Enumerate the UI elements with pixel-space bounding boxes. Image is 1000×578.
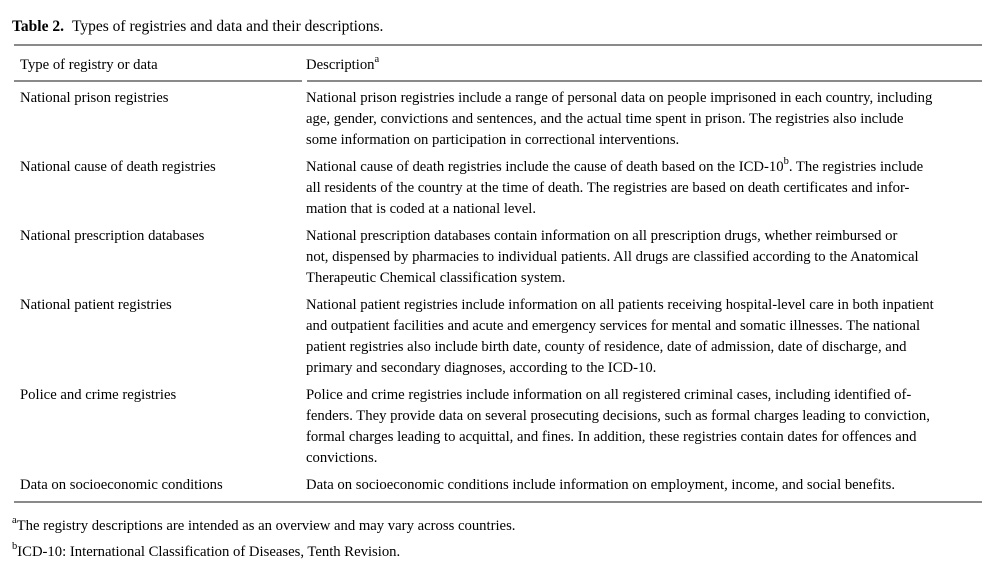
row-type-label: Data on socioeconomic conditions xyxy=(20,477,223,493)
table-rule-under-header xyxy=(14,80,982,82)
row-description xyxy=(306,385,982,469)
row-description xyxy=(306,295,982,379)
column-header-description xyxy=(306,55,982,76)
table-row-socioeconomic-conditions xyxy=(12,475,982,496)
description-line: some information on participation in correctional interventions. xyxy=(306,132,680,148)
table-body xyxy=(12,88,982,501)
description-line: Data on socioeconomic conditions include information on employment, income, and social benefits. xyxy=(306,477,895,493)
footnote-b xyxy=(12,541,982,563)
description-line: National patient registries include information on all patients receiving hospital-level care in both inpatient xyxy=(306,297,934,313)
table-caption-label: Table 2. xyxy=(12,18,64,35)
row-type-label: National prison registries xyxy=(20,90,169,106)
footnote-a-marker: a xyxy=(12,515,17,527)
row-type-label: National cause of death registries xyxy=(20,159,216,175)
column-header-type: Type of registry or data xyxy=(20,57,158,73)
rule-segment-left xyxy=(14,80,302,82)
table-row-prescription-databases xyxy=(12,226,982,289)
footnote-b-text: ICD-10: International Classification of Diseases, Tenth Revision. xyxy=(17,544,401,560)
row-description xyxy=(306,226,982,289)
row-description xyxy=(306,475,982,496)
table-caption xyxy=(12,16,982,38)
description-line-text: National cause of death registries include the cause of death based on the ICD-10 xyxy=(306,159,784,175)
description-line: formal charges leading to acquittal, and fines. In addition, these registries contain dates for offences and xyxy=(306,429,917,445)
table-row-police-crime-registries xyxy=(12,385,982,469)
table-rule-bottom xyxy=(14,501,982,503)
description-line: Therapeutic Chemical classification system. xyxy=(306,270,566,286)
description-line: all residents of the country at the time of death. The registries are based on death certificates and infor- xyxy=(306,180,910,196)
description-line: and outpatient facilities and acute and emergency services for mental and somatic illnesses. The national xyxy=(306,318,921,334)
description-line: National prison registries include a range of personal data on people imprisoned in each country, including xyxy=(306,90,933,106)
description-line: Police and crime registries include information on all registered criminal cases, including identified of- xyxy=(306,387,912,403)
table-footnotes xyxy=(12,515,982,563)
row-type-label: National patient registries xyxy=(20,297,172,313)
description-line: not, dispensed by pharmacies to individual patients. All drugs are classified according to the Anatomical xyxy=(306,249,919,265)
description-line: fenders. They provide data on several prosecuting decisions, such as formal charges leading to conviction, xyxy=(306,408,930,424)
row-type-label: National prescription databases xyxy=(20,228,205,244)
table-row-patient-registries xyxy=(12,295,982,379)
description-line xyxy=(306,157,982,178)
icd10-footnote-marker-b: b xyxy=(783,156,789,168)
table-caption-text: Types of registries and data and their descriptions. xyxy=(71,18,384,35)
table-header-row xyxy=(12,46,982,80)
row-description xyxy=(306,157,982,220)
description-line: age, gender, convictions and sentences, and the actual time spent in prison. The registries also include xyxy=(306,111,904,127)
description-line: primary and secondary diagnoses, according to the ICD-10. xyxy=(306,360,657,376)
description-footnote-marker-a: a xyxy=(374,54,380,66)
column-header-description-text: Description xyxy=(306,57,375,73)
description-line-text: . The registries include xyxy=(788,159,924,175)
row-type-label: Police and crime registries xyxy=(20,387,177,403)
footnote-b-marker: b xyxy=(12,541,18,553)
table-row-prison-registries xyxy=(12,88,982,151)
table-row-cause-of-death-registries xyxy=(12,157,982,220)
description-line: mation that is coded at a national level. xyxy=(306,201,537,217)
description-line: patient registries also include birth date, county of residence, date of admission, date of discharge, and xyxy=(306,339,907,355)
rule-segment-right xyxy=(307,80,982,82)
description-line: convictions. xyxy=(306,450,378,466)
footnote-a xyxy=(12,515,982,537)
row-description xyxy=(306,88,982,151)
description-line: National prescription databases contain information on all prescription drugs, whether reimbursed or xyxy=(306,228,898,244)
footnote-a-text: The registry descriptions are intended as an overview and may vary across countries. xyxy=(16,518,516,534)
